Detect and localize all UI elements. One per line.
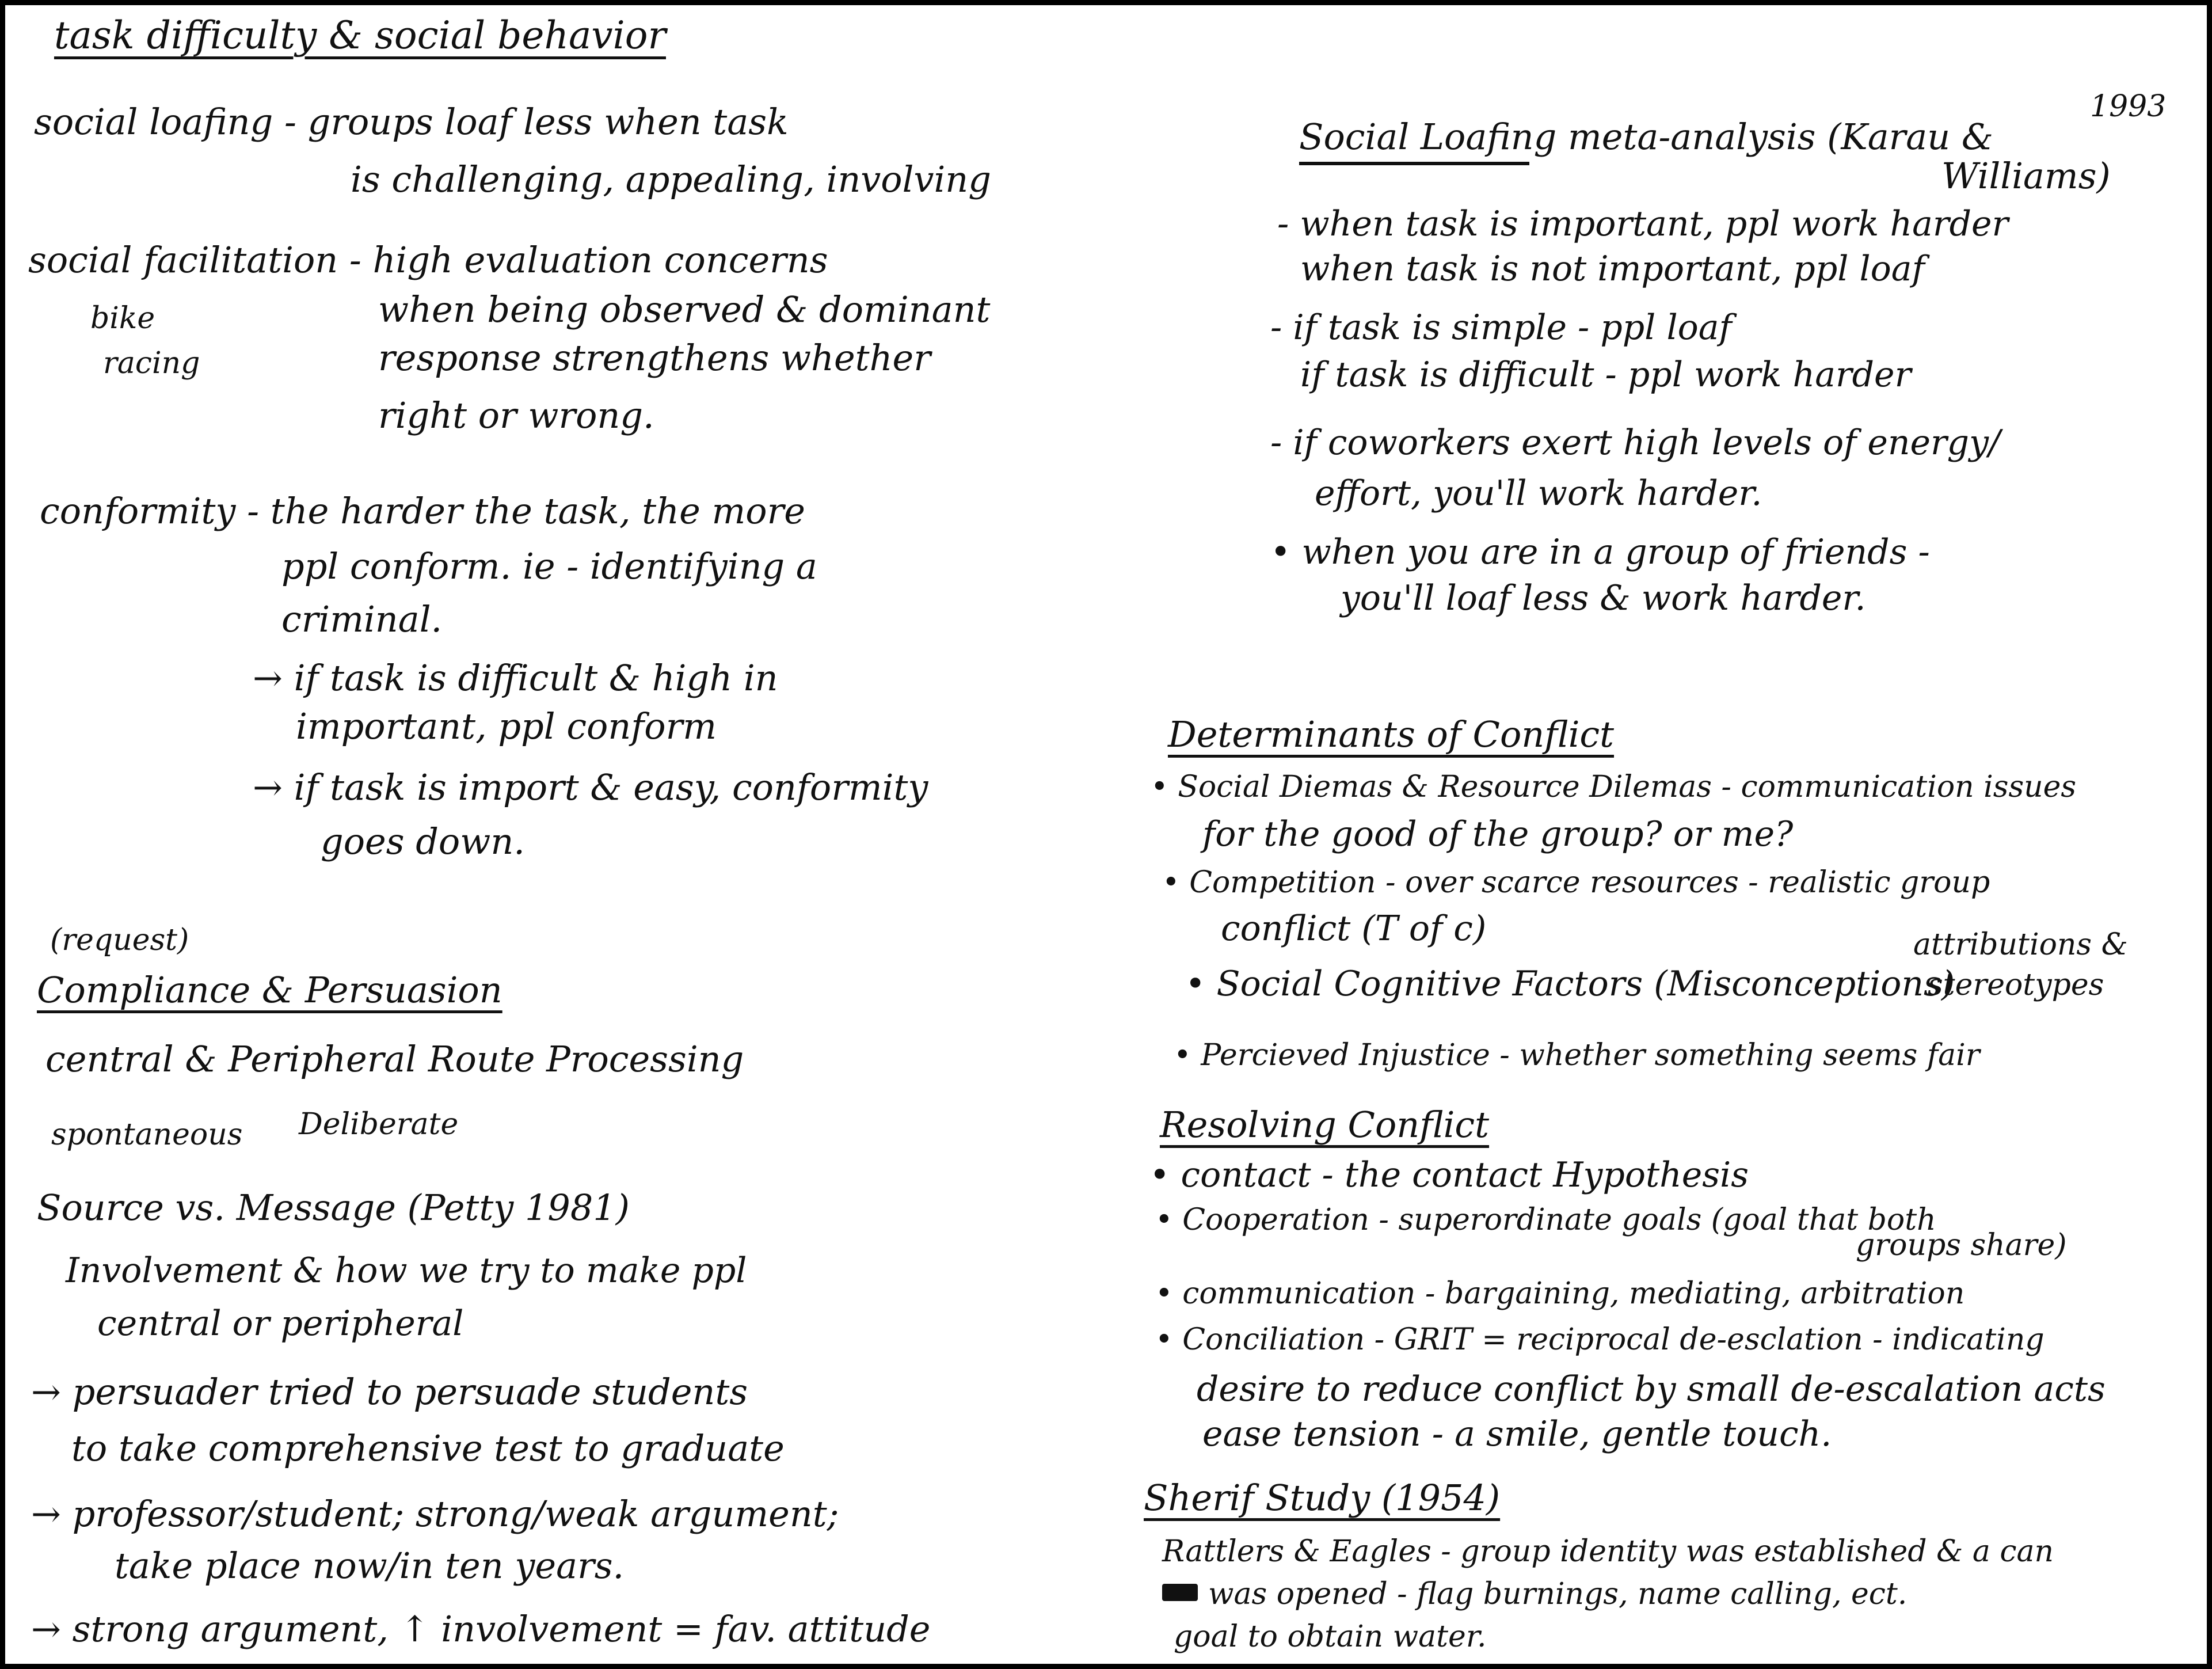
involvement-line-1: Involvement & how we try to make ppl bbox=[66, 1250, 747, 1291]
determinant-4: • Percieved Injustice - whether something seems fair bbox=[1174, 1038, 1980, 1073]
persuader-line-2: to take comprehensive test to graduate bbox=[71, 1427, 785, 1469]
resolving-4-c: ease tension - a smile, gentle touch. bbox=[1202, 1414, 1832, 1454]
professor-line-2: take place now/in ten years. bbox=[115, 1545, 625, 1587]
involvement-line-2: central or peripheral bbox=[97, 1303, 464, 1344]
page-title: task difficulty & social behavior bbox=[54, 13, 666, 58]
resolving-3: • communication - bargaining, mediating, arbitration bbox=[1155, 1276, 1965, 1311]
meta-point-4: if task is difficult - ppl work harder bbox=[1300, 355, 1912, 395]
meta-analysis-heading-2: Williams) bbox=[1941, 155, 2111, 197]
social-facilitation-line-4: right or wrong. bbox=[378, 394, 654, 436]
sherif-line-2: was opened - flag burnings, name calling, ect. bbox=[1208, 1577, 1908, 1611]
conformity-line-4: → if task is difficult & high in bbox=[253, 657, 778, 699]
meta-point-3: - if task is simple - ppl loaf bbox=[1270, 307, 1732, 348]
deliberate-label: Deliberate bbox=[299, 1107, 459, 1142]
determinants-heading: Determinants of Conflict bbox=[1168, 713, 1615, 755]
social-facilitation-line-2: when being observed & dominant bbox=[378, 288, 991, 330]
spontaneous-label: spontaneous bbox=[51, 1117, 243, 1152]
meta-analysis-underline bbox=[1299, 162, 1529, 165]
social-facilitation-line-1: social facilitation - high evaluation concerns bbox=[28, 239, 828, 281]
route-processing: central & Peripheral Route Processing bbox=[45, 1038, 744, 1080]
social-loafing-line-2: is challenging, appealing, involving bbox=[351, 158, 991, 200]
resolving-2-b: groups share) bbox=[1856, 1228, 2067, 1263]
conformity-line-2: ppl conform. ie - identifying a bbox=[281, 545, 817, 587]
right-column bbox=[1116, 5, 2212, 1664]
social-loafing-line-1: social loafing - groups loaf less when task bbox=[34, 101, 789, 143]
conformity-line-1: conformity - the harder the task, the more bbox=[40, 490, 805, 532]
determinant-2: • Competition - over scarce resources - realistic group bbox=[1162, 865, 1990, 900]
compliance-heading: Compliance & Persuasion bbox=[37, 969, 502, 1011]
meta-analysis-heading-1: Social Loafing meta-analysis (Karau & bbox=[1299, 116, 1994, 158]
meta-point-2: when task is not important, ppl loaf bbox=[1300, 249, 1925, 289]
source-message-heading: Source vs. Message (Petty 1981) bbox=[37, 1187, 630, 1229]
persuader-line-1: → persuader tried to persuade students bbox=[31, 1371, 748, 1413]
meta-point-7: • when you are in a group of friends - bbox=[1270, 532, 1930, 572]
stereotypes-label: stereotypes bbox=[1928, 968, 2104, 1002]
resolving-1: • contact - the contact Hypothesis bbox=[1149, 1155, 1749, 1195]
conformity-line-6: → if task is import & easy, conformity bbox=[253, 766, 928, 808]
determinant-2-b: conflict (T of c) bbox=[1221, 908, 1487, 949]
strong-argument-line: → strong argument, ↑ involvement = fav. attitude bbox=[31, 1608, 931, 1650]
social-facilitation-line-3: response strengthens whether bbox=[378, 337, 931, 379]
resolving-4: • Conciliation - GRIT = reciprocal de-esclation - indicating bbox=[1155, 1322, 2045, 1357]
bike-label: bike bbox=[90, 301, 155, 336]
determinant-1-b: for the good of the group? or me? bbox=[1202, 814, 1794, 854]
conformity-line-5: important, ppl conform bbox=[296, 705, 717, 747]
sherif-line-3: goal to obtain water. bbox=[1174, 1619, 1487, 1654]
sherif-line-1: Rattlers & Eagles - group identity was established & a can bbox=[1162, 1534, 2054, 1569]
resolving-4-b: desire to reduce conflict by small de-escalation acts bbox=[1197, 1369, 2106, 1409]
meta-point-5: - if coworkers exert high levels of energy/ bbox=[1270, 423, 2001, 463]
meta-point-8: you'll loaf less & work harder. bbox=[1341, 578, 1866, 618]
conformity-line-7: goes down. bbox=[321, 820, 525, 862]
professor-line-1: → professor/student; strong/weak argument; bbox=[31, 1493, 839, 1535]
year-label: 1993 bbox=[2090, 89, 2167, 124]
sherif-heading: Sherif Study (1954) bbox=[1144, 1477, 1501, 1519]
meta-point-6: effort, you'll work harder. bbox=[1315, 473, 1762, 514]
left-column bbox=[5, 5, 1116, 1664]
attributions-label: attributions & bbox=[1913, 927, 2128, 962]
conformity-line-3: criminal. bbox=[281, 598, 443, 640]
resolving-2: • Cooperation - superordinate goals (goal that both bbox=[1155, 1203, 1936, 1237]
request-label: (request) bbox=[50, 923, 189, 957]
racing-label: racing bbox=[103, 346, 200, 381]
resolving-heading: Resolving Conflict bbox=[1160, 1104, 1490, 1146]
determinant-1: • Social Diemas & Resource Dilemas - communication issues bbox=[1151, 770, 2077, 804]
determinant-3: • Social Cognitive Factors (Misconceptions) bbox=[1185, 964, 1955, 1004]
crossed-out-word bbox=[1162, 1584, 1198, 1601]
meta-point-1: - when task is important, ppl work harder bbox=[1277, 204, 2009, 244]
